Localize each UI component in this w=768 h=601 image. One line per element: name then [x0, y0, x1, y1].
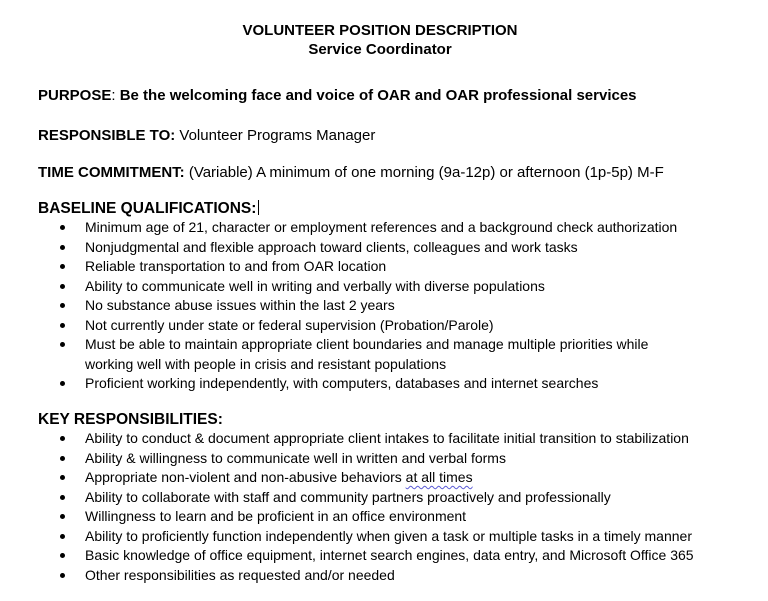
list-item [58, 296, 758, 316]
bullet-icon [60, 573, 65, 578]
bullet-icon [60, 436, 65, 441]
document-title [0, 21, 760, 59]
list-item-text: Ability to proficiently function independently when given a task or multiple tasks in a timely manner [85, 527, 692, 544]
bullet-icon [60, 381, 65, 386]
time-commitment-label: TIME COMMITMENT: [38, 164, 185, 181]
bullet-icon [60, 475, 65, 480]
list-item-text: Ability & willingness to communicate well in written and verbal forms [85, 449, 506, 466]
list-item [58, 546, 758, 566]
baseline-heading-text: BASELINE QUALIFICATIONS: [38, 200, 257, 217]
bullet-icon [60, 323, 65, 328]
list-item [58, 335, 685, 374]
bullet-icon [60, 342, 65, 347]
key-responsibilities-heading: KEY RESPONSIBILITIES: [38, 411, 223, 428]
list-item [58, 374, 758, 394]
responsible-to-value: Volunteer Programs Manager [175, 127, 376, 144]
list-item [58, 257, 758, 277]
list-item-text: Basic knowledge of office equipment, internet search engines, data entry, and Microsoft Office 365 [85, 547, 694, 563]
list-item-text: Ability to collaborate with staff and community partners proactively and professionally [85, 488, 611, 505]
list-item [58, 316, 758, 336]
list-item [58, 566, 758, 586]
list-item-text: Proficient working independently, with computers, databases and internet searches [85, 375, 599, 391]
baseline-qualifications-heading [38, 199, 259, 218]
list-item-text: Appropriate non-violent and non-abusive behaviors [85, 469, 406, 485]
bullet-icon [60, 514, 65, 519]
list-item [58, 429, 758, 449]
bullet-icon [60, 495, 65, 500]
purpose-colon: : [111, 87, 120, 104]
baseline-qualifications-list [58, 218, 758, 394]
responsible-to-field [38, 126, 375, 145]
title-line-2: Service Coordinator [308, 41, 452, 58]
time-commitment-field [38, 163, 664, 182]
key-responsibilities-list [58, 429, 758, 585]
bullet-icon [60, 264, 65, 269]
list-item-text: Other responsibilities as requested and/or needed [85, 566, 395, 583]
grammar-flagged-text[interactable]: at all times [405, 469, 473, 485]
bullet-icon [60, 534, 65, 539]
responsible-to-label: RESPONSIBLE TO: [38, 127, 176, 144]
bullet-icon [60, 456, 65, 461]
list-item [58, 468, 758, 488]
list-item [58, 488, 758, 508]
list-item [58, 449, 758, 469]
list-item-text: Must be able to maintain appropriate client boundaries and manage multiple priorities while working well with people in crisis and resistant populations [85, 336, 649, 372]
bullet-icon [60, 225, 65, 230]
list-item-text: Ability to conduct & document appropriate client intakes to facilitate initial transition to stabilization [85, 430, 689, 446]
bullet-icon [60, 553, 65, 558]
list-item [58, 507, 758, 527]
bullet-icon [60, 303, 65, 308]
purpose-label: PURPOSE [38, 87, 112, 104]
text-cursor [258, 200, 259, 215]
list-item-text: Nonjudgmental and flexible approach toward clients, colleagues and work tasks [85, 238, 578, 255]
bullet-icon [60, 284, 65, 289]
bullet-icon [60, 245, 65, 250]
purpose-field [38, 86, 637, 105]
list-item-text: No substance abuse issues within the last 2 years [85, 297, 395, 313]
list-item-text: Ability to communicate well in writing and verbally with diverse populations [85, 277, 545, 294]
title-line-1: VOLUNTEER POSITION DESCRIPTION [242, 22, 518, 39]
list-item-text: Minimum age of 21, character or employment references and a background check authorization [85, 219, 678, 235]
list-item [58, 238, 758, 258]
list-item [58, 277, 758, 297]
list-item-text: Not currently under state or federal supervision (Probation/Parole) [85, 316, 494, 333]
list-item-text: Willingness to learn and be proficient in an office environment [85, 508, 467, 524]
list-item [58, 218, 758, 238]
purpose-value: Be the welcoming face and voice of OAR and OAR professional services [119, 87, 637, 104]
list-item-text: Reliable transportation to and from OAR location [85, 258, 387, 274]
time-commitment-value: (Variable) A minimum of one morning (9a-12p) or afternoon (1p-5p) M-F [184, 164, 664, 181]
list-item [58, 527, 758, 547]
